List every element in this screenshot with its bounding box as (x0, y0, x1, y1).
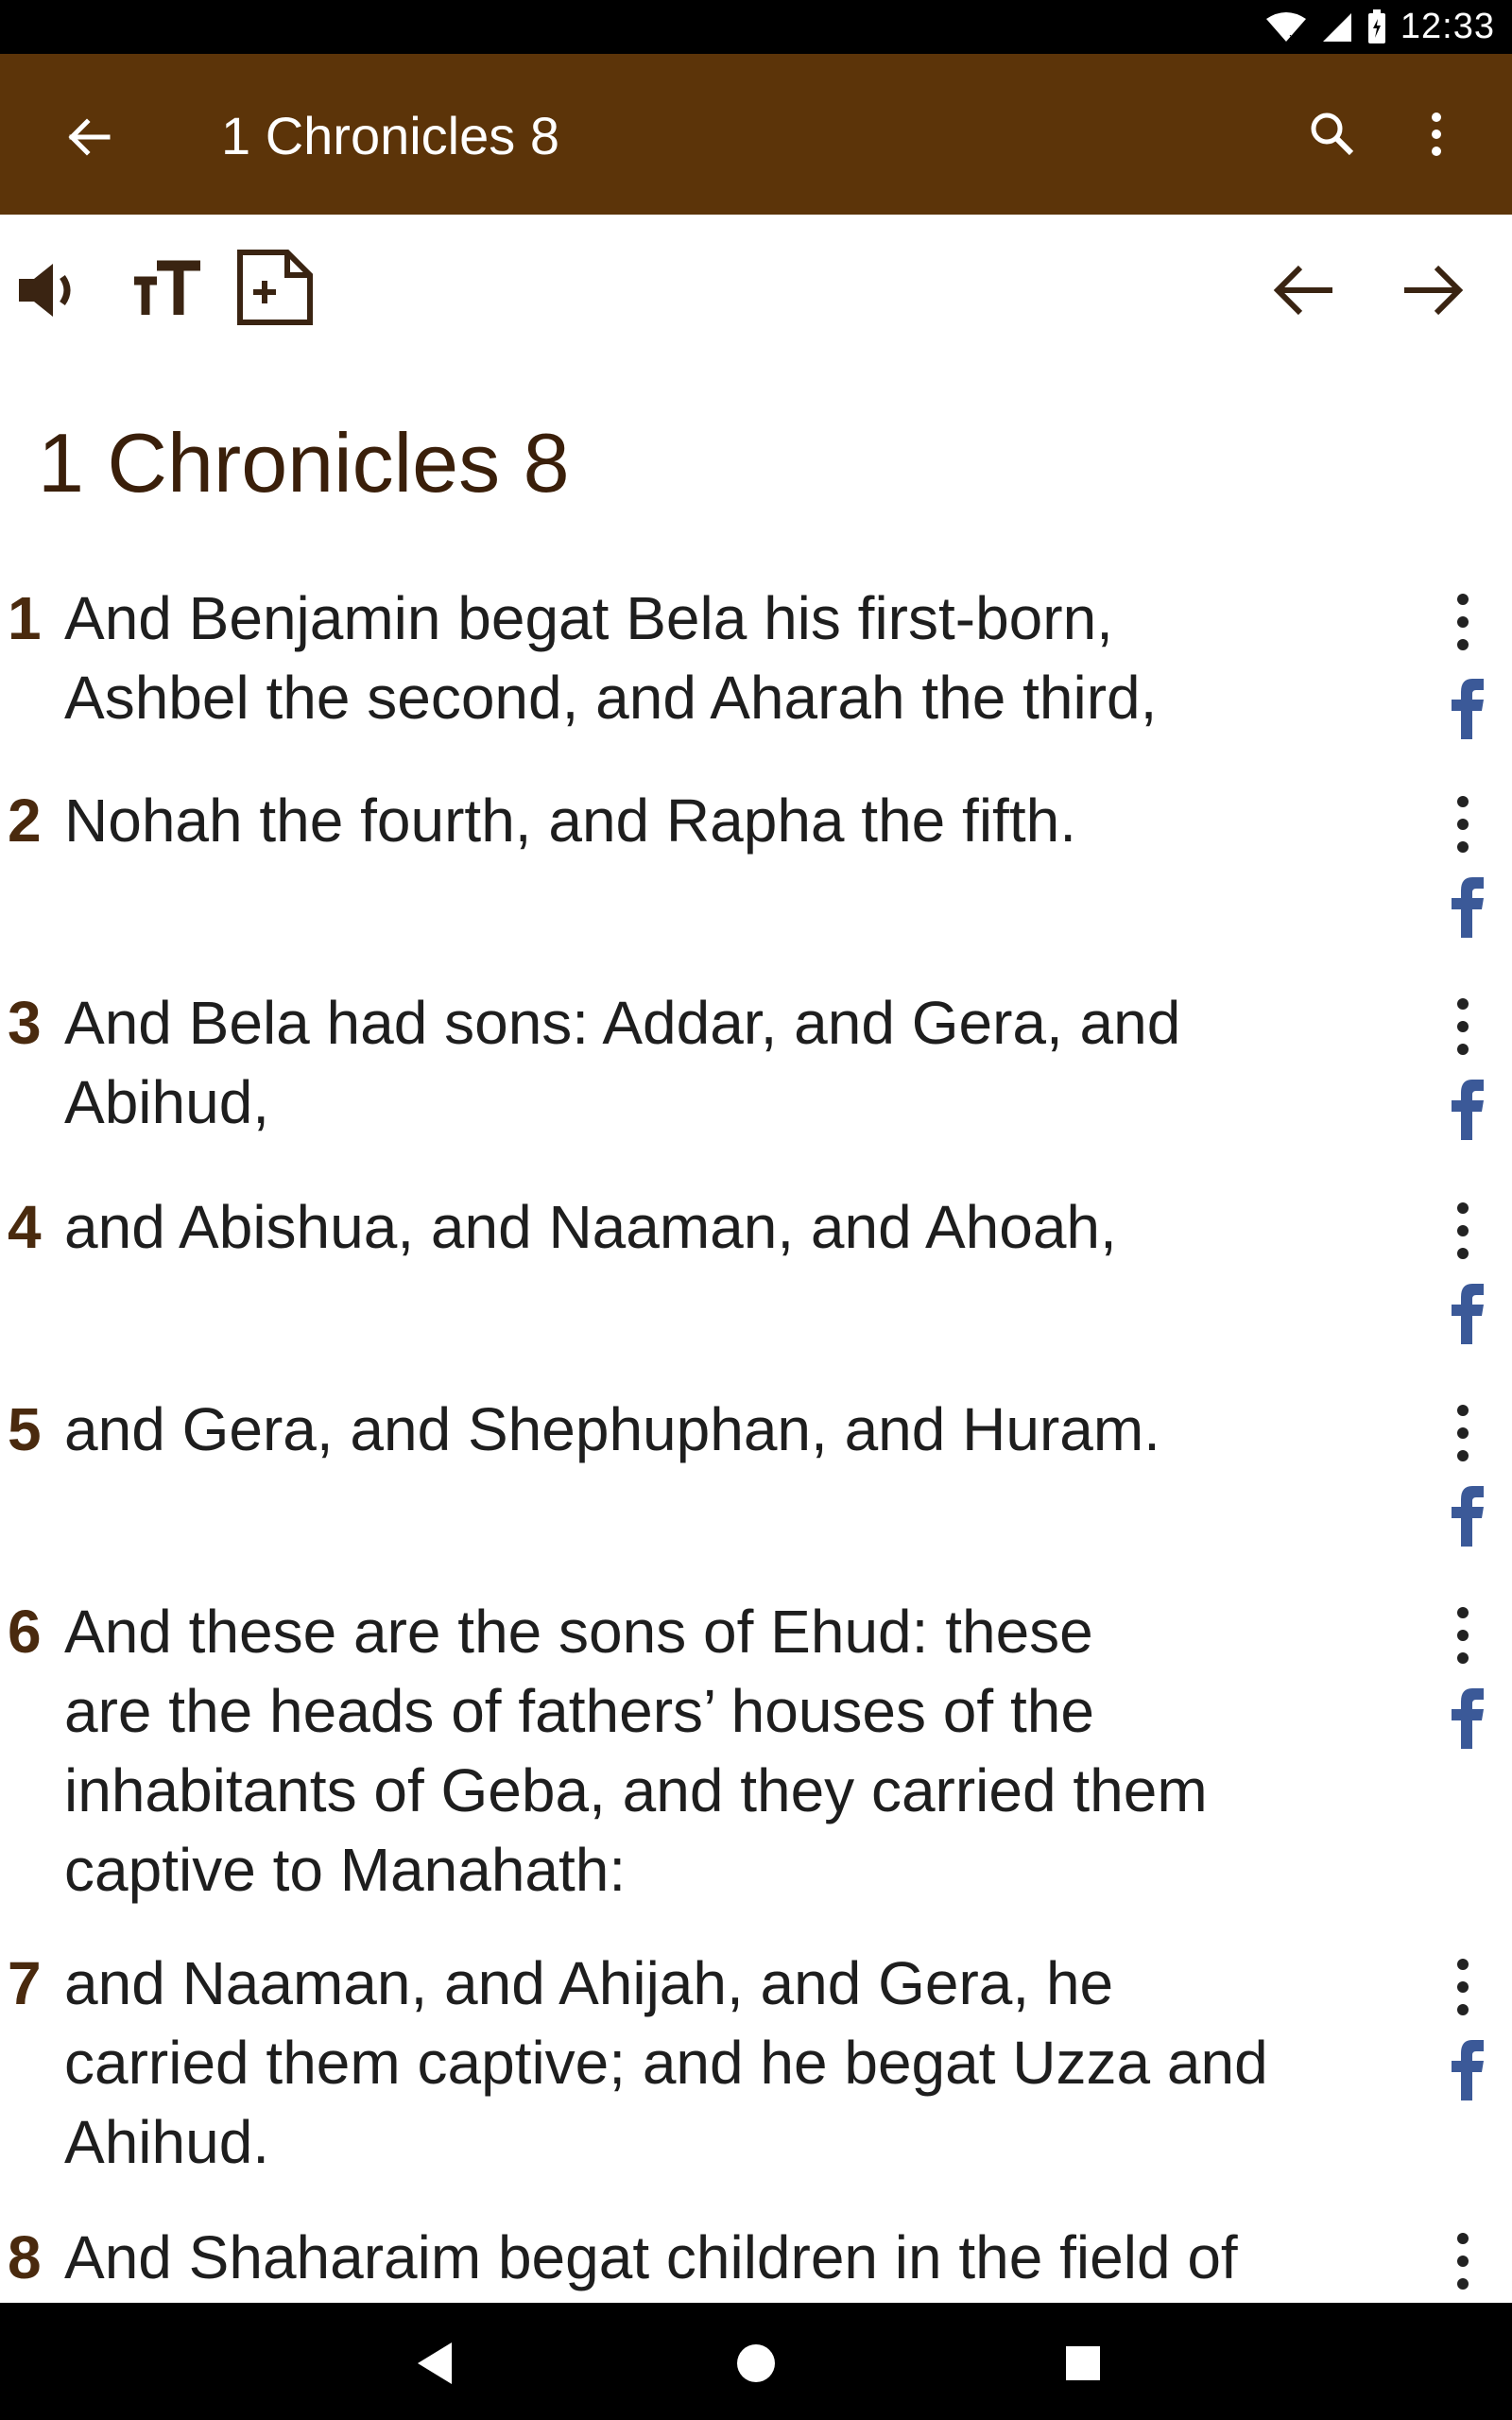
verse-line: captive to Manahath: (64, 1836, 627, 1904)
more-vert-icon[interactable] (1446, 592, 1480, 652)
more-vert-icon[interactable] (1446, 794, 1480, 855)
facebook-icon[interactable] (1444, 1074, 1486, 1142)
verse-line: And Shaharaim begat children in the field of (64, 2223, 1238, 2291)
verse-text (64, 1592, 1387, 1910)
facebook-icon[interactable] (1444, 2034, 1486, 2102)
app-bar (0, 54, 1512, 215)
wifi-icon (1264, 11, 1308, 43)
arrow-left-icon[interactable] (1266, 252, 1342, 328)
system-nav-bar (0, 2303, 1512, 2420)
signal-icon (1321, 11, 1353, 43)
search-icon[interactable] (1304, 106, 1361, 163)
verse-text (64, 983, 1387, 1142)
verse-line: and Naaman, and Ahijah, and Gera, he (64, 1949, 1114, 2017)
more-vert-icon[interactable] (1446, 996, 1480, 1057)
verse-line: Abihud, (64, 1068, 270, 1136)
verse-number: 3 (8, 989, 42, 1057)
verse-text (64, 1187, 1387, 1267)
status-time: 12:33 (1400, 7, 1495, 46)
text-size-icon[interactable] (129, 252, 204, 328)
verse-line: Ashbel the second, and Aharah the third, (64, 664, 1158, 732)
verse-text (64, 579, 1387, 737)
arrow-left-icon[interactable] (62, 111, 115, 164)
verse-number: 2 (8, 786, 42, 855)
more-vert-icon[interactable] (1446, 2231, 1480, 2291)
recents-square-icon[interactable] (1049, 2329, 1117, 2397)
verse-line: inhabitants of Geba, and they carried them (64, 1756, 1208, 1824)
verse-line: And Bela had sons: Addar, and Gera, and (64, 989, 1181, 1057)
facebook-icon[interactable] (1444, 872, 1486, 940)
verse-number: 4 (8, 1193, 42, 1261)
verse-text (64, 781, 1387, 860)
verse-number: 5 (8, 1395, 42, 1463)
more-vert-icon[interactable] (1446, 1605, 1480, 1666)
facebook-icon[interactable] (1444, 1278, 1486, 1346)
verse-line: and Abishua, and Naaman, and Ahoah, (64, 1193, 1117, 1261)
more-vert-icon[interactable] (1446, 1403, 1480, 1463)
more-vert-icon[interactable] (1418, 106, 1455, 163)
status-icons (1264, 0, 1495, 54)
chapter-heading: 1 Chronicles 8 (38, 416, 570, 510)
status-bar (0, 0, 1512, 54)
verse-number: 1 (8, 584, 42, 652)
verse-line: are the heads of fathers’ houses of the (64, 1677, 1094, 1745)
facebook-icon[interactable] (1444, 1683, 1486, 1751)
speaker-icon[interactable] (15, 252, 91, 328)
verse-number: 8 (8, 2223, 42, 2291)
verse-line: Nohah the fourth, and Rapha the fifth. (64, 786, 1076, 855)
verse-text (64, 2218, 1387, 2297)
verse-text (64, 1390, 1387, 1469)
page-title: 1 Chronicles 8 (221, 106, 559, 165)
arrow-right-icon[interactable] (1395, 252, 1470, 328)
bookmark-add-icon[interactable] (234, 247, 316, 328)
verse-line: carried them captive; and he begat Uzza and (64, 2029, 1268, 2097)
verse-line: And Benjamin begat Bela his first-born, (64, 584, 1113, 652)
facebook-icon[interactable] (1444, 1480, 1486, 1548)
home-circle-icon[interactable] (722, 2329, 790, 2397)
verse-line: and Gera, and Shephuphan, and Huram. (64, 1395, 1160, 1463)
more-vert-icon[interactable] (1446, 1957, 1480, 2017)
verse-line: And these are the sons of Ehud: these (64, 1598, 1093, 1666)
more-vert-icon[interactable] (1446, 1201, 1480, 1261)
verse-text (64, 1944, 1387, 2182)
battery-icon (1366, 9, 1387, 45)
verse-number: 6 (8, 1598, 42, 1666)
verse-line: Ahihud. (64, 2108, 270, 2176)
verse-number: 7 (8, 1949, 42, 2017)
facebook-icon[interactable] (1444, 673, 1486, 741)
back-triangle-icon[interactable] (399, 2329, 467, 2397)
reader-toolbar (0, 215, 1512, 356)
svg-text:x: x (1288, 30, 1297, 43)
